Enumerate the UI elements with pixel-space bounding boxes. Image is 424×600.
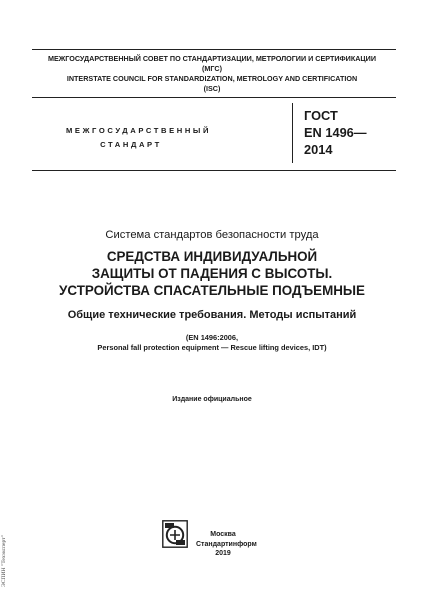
gost-number-line1: ГОСТ [304, 108, 338, 123]
gost-divider [292, 103, 293, 163]
standard-bottom-rule [32, 170, 396, 171]
en-reference-line-1: (EN 1496:2006, [185, 333, 239, 342]
en-reference [0, 333, 424, 353]
title-line-1: СРЕДСТВА ИНДИВИДУАЛЬНОЙ [106, 249, 318, 264]
title-line-2: ЗАЩИТЫ ОТ ПАДЕНИЯ С ВЫСОТЫ. [91, 266, 333, 281]
council-ru-abbr: (МГС) [202, 64, 222, 73]
standartinform-logo-icon [162, 520, 188, 548]
document-subtitle: Общие технические требования. Методы испытаний [67, 309, 357, 321]
series-title: Система стандартов безопасности труда [105, 229, 319, 241]
publisher-year: 2019 [215, 550, 231, 557]
document-title [0, 248, 424, 299]
council-en: INTERSTATE COUNCIL FOR STANDARDIZATION, METROLOGY AND CERTIFICATION [66, 74, 358, 83]
title-line-3: УСТРОЙСТВА СПАСАТЕЛЬНЫЕ ПОДЪЕМНЫЕ [59, 283, 365, 298]
council-ru: МЕЖГОСУДАРСТВЕННЫЙ СОВЕТ ПО СТАНДАРТИЗАЦИИ, МЕТРОЛОГИИ И СЕРТИФИКАЦИИ [47, 54, 377, 63]
standard-label-line1: МЕЖГОСУДАРСТВЕННЫЙ [66, 126, 211, 135]
gost-number-line3: 2014 [304, 142, 333, 157]
edition-label: Издание официальное [172, 396, 252, 403]
gost-number-line2: EN 1496— [304, 125, 367, 140]
council-en-abbr: (ISC) [203, 84, 221, 93]
publisher-block [196, 530, 257, 559]
standard-label-line2: СТАНДАРТ [100, 140, 162, 149]
publisher-name: Стандартинформ [196, 540, 257, 548]
header-bottom-rule [32, 97, 396, 98]
en-reference-line-2: Personal fall protection equipment — Rescue lifting devices, IDT) [97, 343, 327, 352]
publisher-city: Москва [210, 531, 236, 538]
side-watermark-text: ЭСПИН "Техэксперт" [1, 535, 7, 587]
top-rule [32, 49, 396, 50]
